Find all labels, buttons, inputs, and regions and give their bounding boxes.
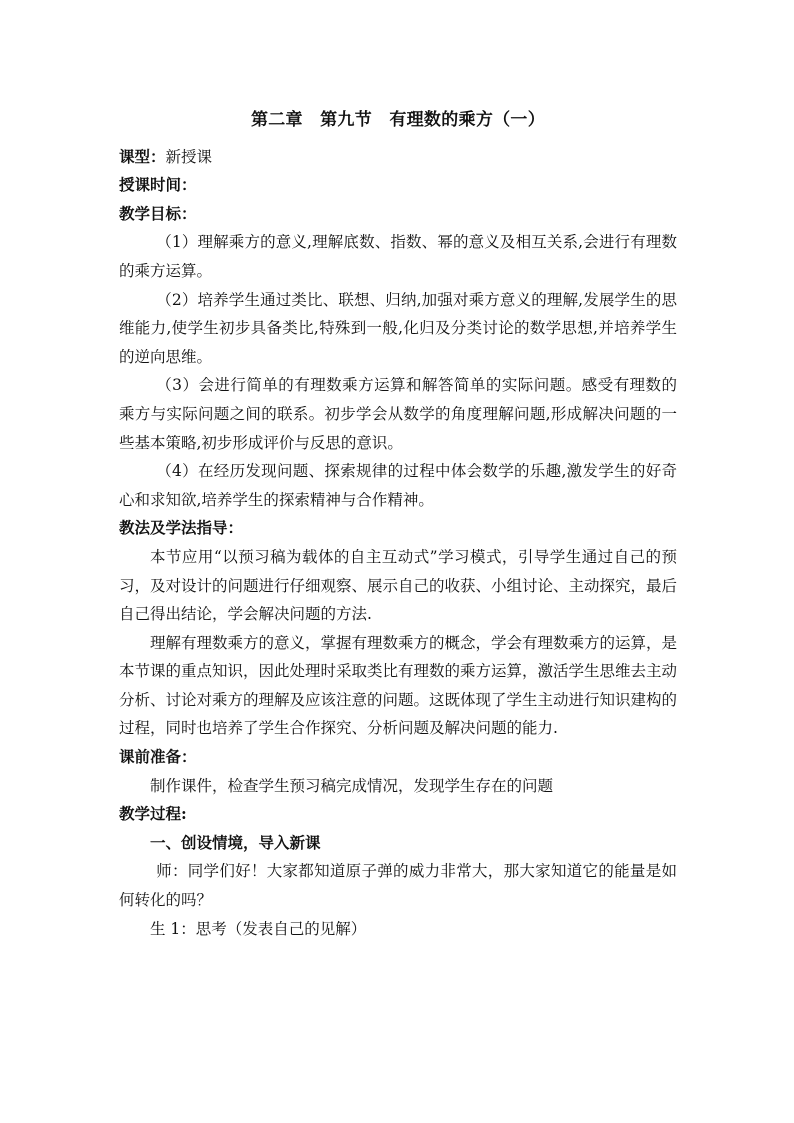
methods-paragraph-2: 理解有理数乘方的意义，掌握有理数乘方的概念，学会有理数乘方的运算，是本节课的重点知识，因此处理时采取类比有理数的乘方运算，激活学生思维去主动分析、讨论对乘方的理解及应该注意的问题。这既体现了学生主动进行知识建构的过程，同时也培养了学生合作探究、分析问题及解决问题的能力. bbox=[119, 633, 678, 738]
preparation-heading: 课前准备： bbox=[119, 747, 197, 767]
objective-item-2: （2）培养学生通过类比、联想、归纳,加强对乘方意义的理解,发展学生的思维能力,使学生初步具备类比,特殊到一般,化归及分类讨论的数学思想,并培养学生的逆向思维。 bbox=[119, 290, 677, 366]
methods-paragraph-1: 本节应用“以预习稿为载体的自主互动式”学习模式，引导学生通过自己的预习，及对设计的问题进行仔细观察、展示自己的收获、小组讨论、主动探究，最后自己得出结论，学会解决问题的方法. bbox=[119, 547, 678, 624]
methods-heading: 教法及学法指导： bbox=[119, 518, 244, 538]
lesson-type-label: 课型： bbox=[119, 146, 166, 166]
objective-item-3: （3）会进行简单的有理数乘方运算和解答简单的实际问题。感受有理数的乘方与实际问题之间的联系。初步学会从数学的角度理解问题,形成解决问题的一些基本策略,初步形成评价与反思的意识。 bbox=[119, 376, 677, 452]
document-title: 第二章 第九节 有理数的乘方（一） bbox=[250, 110, 546, 130]
lesson-type bbox=[119, 143, 677, 172]
student-line: 生 1：思考（发表自己的见解） bbox=[150, 919, 367, 938]
lesson-type-value: 新授课 bbox=[165, 147, 213, 166]
section-1-heading: 一、创设情境，导入新课 bbox=[150, 832, 321, 852]
teacher-line: 师：同学们好！大家都知道原子弹的威力非常大，那大家知道它的能量是如何转化的吗？ bbox=[119, 862, 677, 910]
lesson-time-label: 授课时间： bbox=[119, 175, 197, 195]
objective-item-1: （1）理解乘方的意义,理解底数、指数、幂的意义及相互关系,会进行有理数的乘方运算。 bbox=[119, 233, 677, 280]
document-content bbox=[119, 106, 677, 943]
process-heading: 教学过程: bbox=[119, 804, 187, 824]
objectives-heading: 教学目标： bbox=[119, 203, 197, 223]
objective-item-4: （4）在经历发现问题、探索规律的过程中体会数学的乐趣,激发学生的好奇心和求知欲,培养学生的探索精神与合作精神。 bbox=[119, 462, 677, 509]
preparation-text: 制作课件，检查学生预习稿完成情况，发现学生存在的问题 bbox=[150, 776, 554, 795]
